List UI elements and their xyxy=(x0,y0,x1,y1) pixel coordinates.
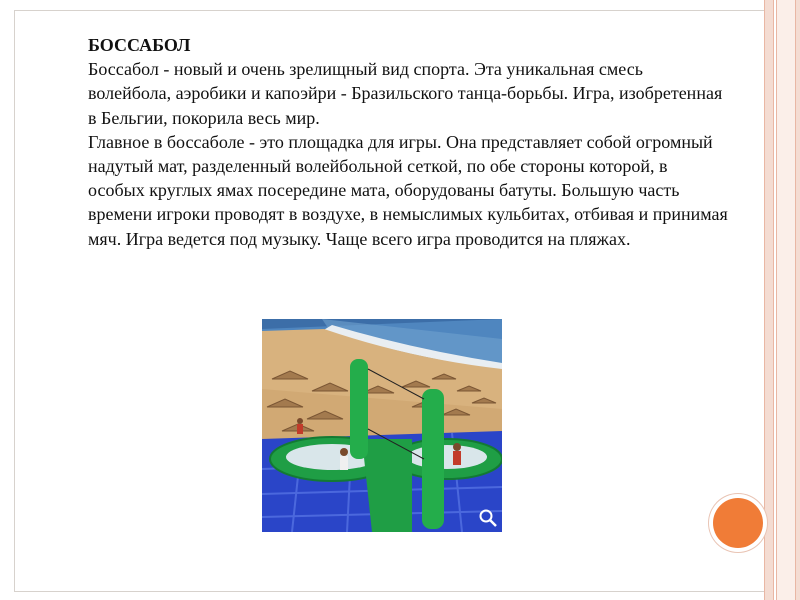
decorative-rail-edge xyxy=(796,0,800,600)
paragraph-court: Главное в боссаболе - это площадка для игры. Она представляет собой огромный надутый мат, разделенный волейбольной сеткой, по обе стороны которой, в особых круглых ямах посередине мата, оборудованы батуты. Большую часть времени игроки проводят в воздухе, в немыслимых кульбитах, отбивая и принимая мяч. Игра ведется под музыку. Чаще всего игра проводится на пляжах. xyxy=(88,131,728,249)
orange-circle-decoration xyxy=(713,498,763,548)
photo-illustration xyxy=(262,319,502,532)
slide-text xyxy=(88,33,728,251)
decorative-rail-outer xyxy=(776,0,796,600)
bossaball-photo xyxy=(262,319,502,532)
slide-title: БОССАБОЛ xyxy=(88,35,191,55)
decorative-rail-inner xyxy=(764,0,774,600)
zoom-icon[interactable] xyxy=(478,508,498,528)
paragraph-intro: Боссабол - новый и очень зрелищный вид спорта. Эта уникальная смесь волейбола, аэробики и капоэйри - Бразильского танца-борьбы. Игра, изобретенная в Бельгии, покорила весь мир. xyxy=(88,59,723,128)
